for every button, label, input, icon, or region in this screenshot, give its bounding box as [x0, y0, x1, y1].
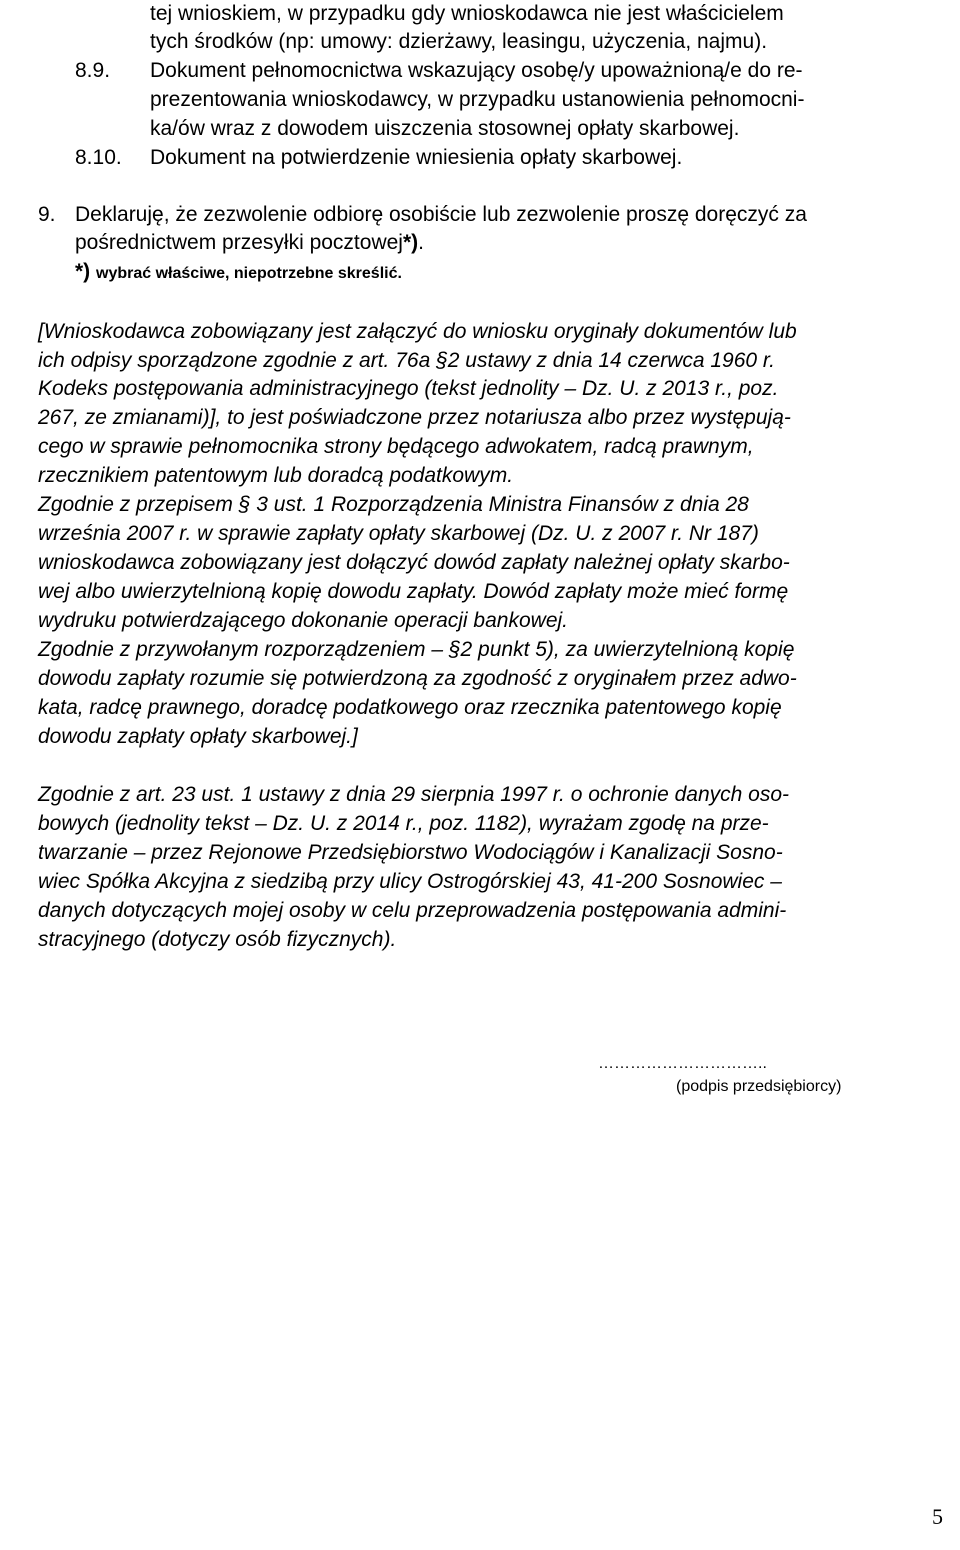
- sec8-line-3: Dokument pełnomocnictwa wskazujący osobę/y upoważnioną/e do re-: [150, 59, 803, 82]
- italic-line-15: dowodu zapłaty opłaty skarbowej.]: [38, 725, 358, 748]
- sec8-line-6: Dokument na potwierdzenie wniesienia opłaty skarbowej.: [150, 146, 683, 169]
- consent-line-2: bowych (jednolity tekst – Dz. U. z 2014 r., poz. 1182), wyrażam zgodę na prze-: [38, 812, 769, 835]
- italic-line-7: Zgodnie z przepisem § 3 ust. 1 Rozporządzenia Ministra Finansów z dnia 28: [38, 493, 749, 516]
- item-number-8-9: 8.9.: [75, 59, 111, 82]
- item-number-9: 9.: [38, 203, 56, 226]
- italic-line-1: [Wnioskodawca zobowiązany jest załączyć do wniosku oryginały dokumentów lub: [38, 320, 797, 343]
- consent-line-1: Zgodnie z art. 23 ust. 1 ustawy z dnia 29 sierpnia 1997 r. o ochronie danych oso-: [38, 783, 789, 806]
- sec8-line-1: tej wnioskiem, w przypadku gdy wnioskodawca nie jest właścicielem: [150, 2, 784, 25]
- italic-line-14: kata, radcę prawnego, doradcę podatkowego oraz rzecznika patentowego kopię: [38, 696, 782, 719]
- consent-line-6: stracyjnego (dotyczy osób fizycznych).: [38, 928, 397, 951]
- italic-line-5: cego w sprawie pełnomocnika strony będącego adwokatem, radcą prawnym,: [38, 435, 754, 458]
- footnote-note-text: wybrać właściwe, niepotrzebne skreślić.: [96, 265, 402, 282]
- consent-line-5: danych dotyczących mojej osoby w celu przeprowadzenia postępowania admini-: [38, 899, 787, 922]
- italic-line-9: wnioskodawca zobowiązany jest dołączyć dowód zapłaty należnej opłaty skarbo-: [38, 551, 790, 574]
- footnote-note-marker: *): [75, 260, 91, 283]
- italic-line-8: września 2007 r. w sprawie zapłaty opłaty skarbowej (Dz. U. z 2007 r. Nr 187): [38, 522, 759, 545]
- signature-label: (podpis przedsiębiorcy): [676, 1078, 842, 1095]
- italic-line-6: rzecznikiem patentowym lub doradcą podatkowym.: [38, 464, 514, 487]
- footnote-marker: *): [402, 231, 419, 254]
- italic-line-3: Kodeks postępowania administracyjnego (tekst jednolity – Dz. U. z 2013 r., poz.: [38, 377, 779, 400]
- page-number: 5: [932, 1504, 943, 1529]
- sec9-line-1: Deklaruję, że zezwolenie odbiorę osobiście lub zezwolenie proszę doręczyć za: [75, 203, 807, 226]
- sec9-line-2: [75, 229, 424, 257]
- signature-line: …………………………..: [598, 1055, 767, 1072]
- sec8-line-5: ka/ów wraz z dowodem uiszczenia stosownej opłaty skarbowej.: [150, 117, 740, 140]
- italic-line-13: dowodu zapłaty rozumie się potwierdzoną za zgodność z oryginałem przez adwo-: [38, 667, 797, 690]
- italic-line-12: Zgodnie z przywołanym rozporządzeniem – §2 punkt 5), za uwierzytelnioną kopię: [38, 638, 795, 661]
- italic-line-11: wydruku potwierdzającego dokonanie operacji bankowej.: [38, 609, 568, 632]
- sec8-line-2: tych środków (np: umowy: dzierżawy, leasingu, użyczenia, najmu).: [150, 30, 768, 53]
- consent-line-4: wiec Spółka Akcyjna z siedzibą przy ulicy Ostrogórskiej 43, 41-200 Sosnowiec –: [38, 870, 782, 893]
- italic-line-2: ich odpisy sporządzone zgodnie z art. 76a §2 ustawy z dnia 14 czerwca 1960 r.: [38, 349, 775, 372]
- sec9-line-2-end: .: [418, 231, 424, 254]
- sec9-line-2-text: pośrednictwem przesyłki pocztowej: [75, 231, 403, 254]
- sec8-line-4: prezentowania wnioskodawcy, w przypadku ustanowienia pełnomocni-: [150, 88, 805, 111]
- consent-line-3: twarzanie – przez Rejonowe Przedsiębiorstwo Wodociągów i Kanalizacji Sosno-: [38, 841, 783, 864]
- italic-line-10: wej albo uwierzytelnioną kopię dowodu zapłaty. Dowód zapłaty może mieć formę: [38, 580, 789, 603]
- item-number-8-10: 8.10.: [75, 146, 122, 169]
- footnote-line: [75, 258, 402, 288]
- italic-line-4: 267, ze zmianami)], to jest poświadczone przez notariusza albo przez występują-: [38, 406, 791, 429]
